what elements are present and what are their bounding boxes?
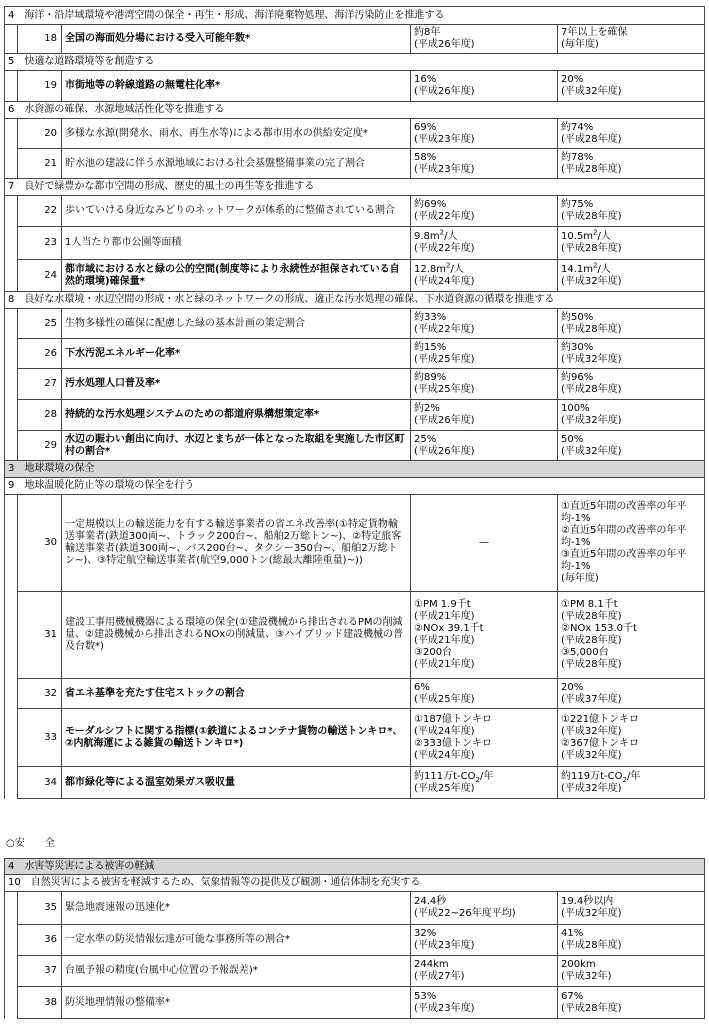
indicator-name: 全国の海面処分場における受入可能年数* — [62, 25, 411, 54]
table-row-27 — [5, 369, 705, 400]
indent-cell — [5, 709, 18, 767]
row-number: 27 — [18, 369, 62, 400]
indicator-name: 一定水準の防災情報伝達が可能な事務所等の割合* — [62, 925, 411, 956]
table-row-24 — [5, 260, 705, 292]
row-number: 23 — [18, 227, 62, 260]
target-value: 約30% (平成32年度) — [558, 339, 705, 369]
current-value: 53% (平成23年度) — [411, 987, 558, 1019]
target-value: 7年以上を確保 (毎年度) — [558, 25, 705, 54]
indicator-name: 一定規模以上の輸送能力を有する輸送事業者の省エネ改善率(①特定貨物輸送事業者(鉄道300両~、トラック200台~、船舶2万総トン~)、②特定旅客輸送事業者(鉄道300両~、バス200台~、タクシー350台~、船舶2万総トン~)、③特定航空輸送事業者(航空9,000トン(総最大離陸重量)~)) — [62, 495, 411, 592]
row-number: 36 — [18, 925, 62, 956]
row-number: 28 — [18, 400, 62, 431]
target-value: 約74% (平成28年度) — [558, 119, 705, 149]
row-number: 18 — [18, 25, 62, 54]
row-number: 22 — [18, 196, 62, 227]
current-value: 69% (平成23年度) — [411, 119, 558, 149]
policy-heading-8: 8 良好な水環境・水辺空間の形成・水と緑のネットワークの形成、適正な汚水処理の確保、下水道資源の循環を推進する — [5, 292, 705, 309]
current-value: $12.8m^2/$人 (平成24年度) — [411, 260, 558, 292]
indicator-name: 緊急地震速報の迅速化* — [62, 892, 411, 925]
target-value: 200km (平成32年) — [558, 956, 705, 987]
target-value: 100% (平成32年度) — [558, 400, 705, 431]
indicator-name: 都市域における水と緑の公的空間(制度等により永続性が担保されている自然的環境)確保量* — [62, 260, 411, 292]
indent-cell — [5, 892, 18, 925]
indicator-name: 建設工事用機械機器による環境の保全(①建設機械から排出されるPMの削減量、②建設機械から排出されるNOxの削減量、③ハイブリッド建設機械の普及台数*) — [62, 592, 411, 679]
table-row-25 — [5, 309, 705, 339]
indicator-table-environment — [4, 6, 705, 799]
policy-heading-5: 5 快適な道路環境等を創造する — [5, 54, 705, 71]
indent-cell — [5, 679, 18, 709]
row-number: 19 — [18, 71, 62, 102]
current-value: 244km (平成27年) — [411, 956, 558, 987]
row-number: 31 — [18, 592, 62, 679]
table-row-34 — [5, 767, 705, 799]
row-number: 37 — [18, 956, 62, 987]
current-value: 6% (平成25年度) — [411, 679, 558, 709]
target-value: 41% (平成28年度) — [558, 925, 705, 956]
target-value: $14.1m^2/$人 (平成32年度) — [558, 260, 705, 292]
target-value: 約119万$t-CO_2/$年 (平成32年度) — [558, 767, 705, 799]
target-value: 約96% (平成28年度) — [558, 369, 705, 400]
current-value: 24.4秒 (平成22~26年度平均) — [411, 892, 558, 925]
current-value: 約69% (平成22年度) — [411, 196, 558, 227]
indicator-name: 都市緑化等による温室効果ガス吸収量 — [62, 767, 411, 799]
current-value: ①187億トンキロ (平成24年度) ②333億トンキロ (平成24年度) — [411, 709, 558, 767]
row-number: 30 — [18, 495, 62, 592]
table-row-32 — [5, 679, 705, 709]
table-row-31 — [5, 592, 705, 679]
goal-heading-3: 3 地球環境の保全 — [5, 461, 705, 478]
indent-cell — [5, 987, 18, 1019]
indent-cell — [5, 227, 18, 260]
indent-cell — [5, 196, 18, 227]
indent-cell — [5, 339, 18, 369]
target-value: ①PM 8.1千t (平成28年度) ②NOx 153.0千t (平成28年度) ③5,000台 (平成28年度) — [558, 592, 705, 679]
current-value: 約2% (平成26年度) — [411, 400, 558, 431]
indicator-name: 多様な水源(開発水、雨水、再生水等)による都市用水の供給安定度* — [62, 119, 411, 149]
table-row-33 — [5, 709, 705, 767]
row-number: 21 — [18, 149, 62, 179]
target-value: 約78% (平成28年度) — [558, 149, 705, 179]
row-number: 26 — [18, 339, 62, 369]
indent-cell — [5, 71, 18, 102]
indent-cell — [5, 592, 18, 679]
target-value: $10.5m^2/$人 (平成28年度) — [558, 227, 705, 260]
table-row-21 — [5, 149, 705, 179]
indicator-name: 持続的な汚水処理システムのための都道府県構想策定率* — [62, 400, 411, 431]
indicator-name: 防災地理情報の整備率* — [62, 987, 411, 1019]
indicator-name: 台風予報の精度(台風中心位置の予報誤差)* — [62, 956, 411, 987]
indent-cell — [5, 400, 18, 431]
row-number: 25 — [18, 309, 62, 339]
target-value: ①直近5年間の改善率の年平均-1% ②直近5年間の改善率の年平均-1% ③直近5年間の改善率の年平均-1% (毎年度) — [558, 495, 705, 592]
row-number: 29 — [18, 431, 62, 461]
policy-heading-7: 7 良好で緑豊かな都市空間の形成、歴史的風土の再生等を推進する — [5, 179, 705, 196]
table-row-29 — [5, 431, 705, 461]
table-row-38 — [5, 987, 705, 1019]
indent-cell — [5, 767, 18, 799]
target-value: ①221億トンキロ (平成32年度) ②367億トンキロ (平成32年度) — [558, 709, 705, 767]
table-row-22 — [5, 196, 705, 227]
indent-cell — [5, 25, 18, 54]
current-value: 16% (平成26年度) — [411, 71, 558, 102]
table-row-20 — [5, 119, 705, 149]
current-value: $9.8m^2/$人 (平成22年度) — [411, 227, 558, 260]
indicator-name: 貯水池の建設に伴う水源地域における社会基盤整備事業の完了割合 — [62, 149, 411, 179]
table-row-23 — [5, 227, 705, 260]
current-value: ①PM 1.9千t (平成21年度) ②NOx 39.1千t (平成21年度) ③200台 (平成21年度) — [411, 592, 558, 679]
indicator-name: 歩いていける身近なみどりのネットワークが体系的に整備されている割合 — [62, 196, 411, 227]
table-row-37 — [5, 956, 705, 987]
indicator-name: モーダルシフトに関する指標(①鉄道によるコンテナ貨物の輸送トンキロ*、②内航海運による雑貨の輸送トンキロ*) — [62, 709, 411, 767]
indicator-name: 下水汚泥エネルギー化率* — [62, 339, 411, 369]
current-value: 約33% (平成22年度) — [411, 309, 558, 339]
table-row-35 — [5, 892, 705, 925]
row-number: 34 — [18, 767, 62, 799]
indent-cell — [5, 309, 18, 339]
policy-heading-9: 9 地球温暖化防止等の環境の保全を行う — [5, 478, 705, 495]
current-value: 約8年 (平成26年度) — [411, 25, 558, 54]
target-value: 67% (平成28年度) — [558, 987, 705, 1019]
table-row-19 — [5, 71, 705, 102]
current-value: 58% (平成23年度) — [411, 149, 558, 179]
indicator-name: 省エネ基準を充たす住宅ストックの割合 — [62, 679, 411, 709]
table-row-18 — [5, 25, 705, 54]
target-value: 19.4秒以内 (平成32年度) — [558, 892, 705, 925]
indicator-name: 市街地等の幹線道路の無電柱化率* — [62, 71, 411, 102]
target-value: 約50% (平成28年度) — [558, 309, 705, 339]
indicator-table-safety — [4, 858, 705, 1019]
target-value: 20% (平成37年度) — [558, 679, 705, 709]
safety-heading: ○安 全 — [6, 838, 55, 849]
row-number: 35 — [18, 892, 62, 925]
table-row-30 — [5, 495, 705, 592]
target-value: 約75% (平成28年度) — [558, 196, 705, 227]
current-value: 約89% (平成25年度) — [411, 369, 558, 400]
indicator-name: 生物多様性の確保に配慮した緑の基本計画の策定割合 — [62, 309, 411, 339]
target-value: 20% (平成32年度) — [558, 71, 705, 102]
table-row-36 — [5, 925, 705, 956]
table-row-26 — [5, 339, 705, 369]
current-value: 32% (平成23年度) — [411, 925, 558, 956]
row-number: 20 — [18, 119, 62, 149]
indent-cell — [5, 149, 18, 179]
indicator-name: 水辺の賑わい創出に向け、水辺とまちが一体となった取組を実施した市区町村の割合* — [62, 431, 411, 461]
indent-cell — [5, 431, 18, 461]
indent-cell — [5, 925, 18, 956]
policy-heading-10: 10 自然災害による被害を軽減するため、気象情報等の提供及び観測・通信体制を充実する — [5, 875, 705, 892]
goal-heading-4: 4 水害等災害による被害の軽減 — [5, 859, 705, 875]
indent-cell — [5, 956, 18, 987]
row-number: 24 — [18, 260, 62, 292]
current-value: 約111万$t-CO_2/$年 (平成25年度) — [411, 767, 558, 799]
current-value: 25% (平成26年度) — [411, 431, 558, 461]
indent-cell — [5, 495, 18, 592]
row-number: 33 — [18, 709, 62, 767]
indicator-name: 1人当たり都市公園等面積 — [62, 227, 411, 260]
indicator-name: 汚水処理人口普及率* — [62, 369, 411, 400]
indent-cell — [5, 119, 18, 149]
current-value: — — [411, 495, 558, 592]
current-value: 約15% (平成25年度) — [411, 339, 558, 369]
table-row-28 — [5, 400, 705, 431]
policy-heading-6: 6 水資源の確保、水源地域活性化等を推進する — [5, 102, 705, 119]
indent-cell — [5, 369, 18, 400]
indent-cell — [5, 260, 18, 292]
policy-heading-4: 4 海洋・沿岸域環境や港湾空間の保全・再生・形成、海洋廃棄物処理、海洋汚染防止を推進する — [5, 7, 705, 25]
target-value: 50% (平成32年度) — [558, 431, 705, 461]
row-number: 38 — [18, 987, 62, 1019]
row-number: 32 — [18, 679, 62, 709]
